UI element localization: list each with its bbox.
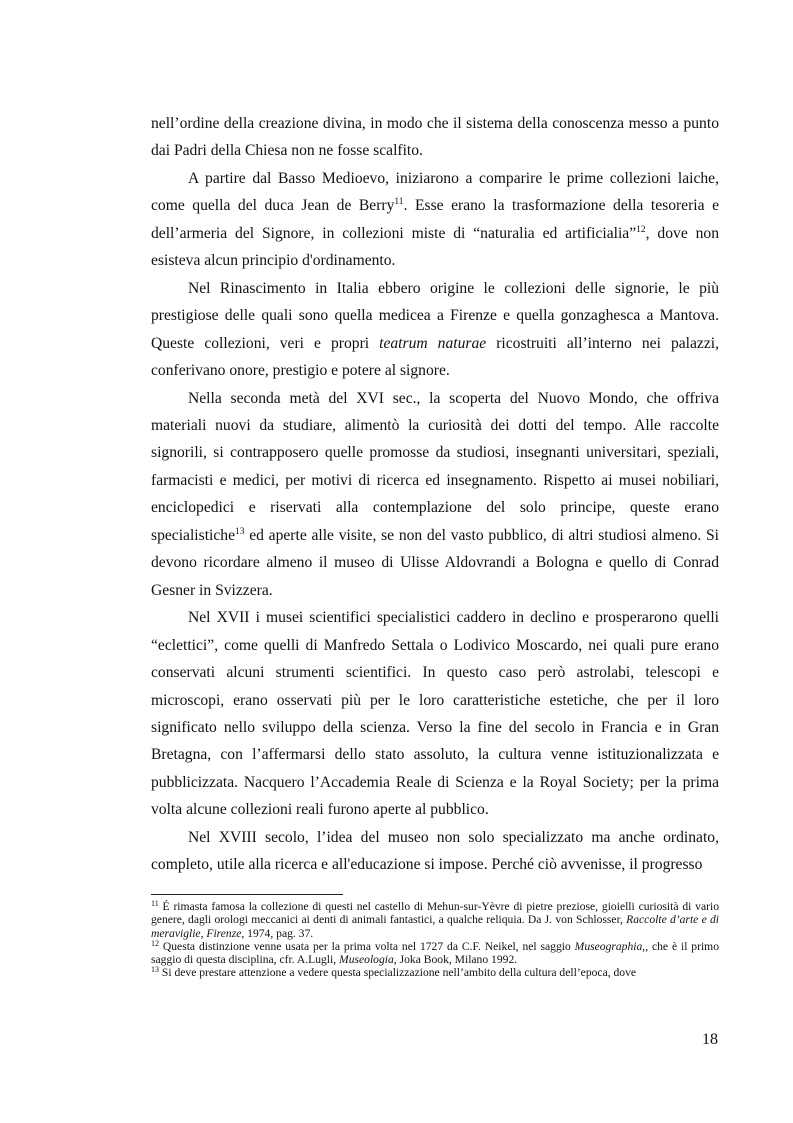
text-run: nell’ordine della creazione divina, in modo che il sistema della conoscenza messo a punto dai Padri della Chiesa non ne fosse scalfito.	[151, 115, 719, 160]
footnote-number: 11	[151, 899, 159, 908]
italic-term: teatrum naturae	[379, 334, 487, 352]
text-run: . Esse erano la trasformazione della tesoreria e dell’armeria del Signore, in collezioni miste di “naturalia ed artificialia”	[151, 197, 719, 242]
text-run: A partire dal Basso Medioevo, iniziarono a comparire le prime collezioni laiche, come quella del duca Jean de Berry	[151, 169, 719, 215]
footnote-number: 12	[151, 938, 159, 948]
paragraph	[151, 110, 719, 165]
footnote-ref: 11	[394, 197, 404, 208]
paragraph	[151, 385, 719, 605]
italic-title: Museographia,	[574, 939, 646, 953]
text-run: ed aperte alle visite, se non del vasto pubblico, di altri studiosi almeno. Si devono ricordare almeno il museo di Ulisse Aldovrandi a Bologna e quello di Conrad Gesner in Svizzera.	[151, 526, 719, 599]
text-run: Nel XVII i musei scientifici specialistici caddero in declino e prosperarono quelli “eclettici”, come quelli di Manfredo Settala o Lodivico Moscardo, nei quali pure erano conservati alcuni strumenti scientifici. In questo caso però astrolabi, telescopi e microscopi, erano osservati più per le loro caratteristiche estetiche, che per il loro significato nello sviluppo della scienza. Verso la fine del secolo in Francia e in Gran Bretagna, con l’affermarsi dello stato assoluto, la cultura venne istituzionalizzata e pubblicizzata. Nacquero l’Accademia Reale di Scienza e la Royal Society; per la prima volta alcune collezioni reali furono aperte al pubblico.	[151, 609, 719, 819]
footnotes	[151, 900, 719, 980]
paragraph	[151, 165, 719, 275]
text-run: , che è il primo saggio di questa disciplina, cfr. A.Lugli,	[151, 939, 720, 967]
text-run: Nel XVIII secolo, l’idea del museo non solo specializzato ma anche ordinato, completo, utile alla ricerca e all'educazione si impose. Perché ciò avvenisse, il progresso	[151, 828, 719, 874]
italic-title: Museologia	[339, 953, 394, 967]
footnote-separator	[151, 894, 343, 895]
text-run: 1974, pag. 37.	[244, 926, 314, 940]
footnote-ref: 13	[235, 526, 245, 537]
footnote	[151, 966, 719, 979]
text-run: , Joka Book, Milano 1992.	[393, 953, 518, 967]
paragraph	[151, 824, 719, 879]
text-run: Nel Rinascimento in Italia ebbero origine le collezioni delle signorie, le più prestigiose delle quali sono quella medicea a Firenze e quella gonzaghesca a Mantova. Queste collezioni, veri e propri	[151, 279, 719, 352]
page-number: 18	[702, 1031, 718, 1048]
paragraph	[151, 604, 719, 824]
text-run: Questa distinzione venne usata per la prima volta nel 1727 da C.F. Neikel, nel saggio	[159, 939, 575, 953]
italic-title: Raccolte d’arte e di meraviglie, Firenze,	[151, 913, 720, 940]
footnote	[151, 940, 719, 967]
paragraph	[151, 275, 719, 385]
text-run: É rimasta famosa la collezione di questi nel castello di Mehun-sur-Yèvre di pietre preziose, gioielli curiosità di vario genere, dagli orologi meccanici ai denti di animali fantastici, a qualche reliquia. Da J. von Schlosser,	[151, 900, 719, 927]
body-text	[151, 110, 719, 879]
text-run: ricostruiti all’interno nei palazzi, conferivano onore, prestigio e potere al signore.	[151, 334, 719, 380]
text-run: Nella seconda metà del XVI sec., la scoperta del Nuovo Mondo, che offriva materiali nuovi da studiare, alimentò la curiosità dei dotti del tempo. Alle raccolte signorili, si contrapposero quelle promosse da studiosi, insegnanti universitari, speziali, farmacisti e medici, per motivi di ricerca ed insegnamento. Rispetto ai musei nobiliari, enciclopedici e riservati alla contemplazione del solo principe, queste erano specialistiche	[151, 389, 719, 544]
footnote	[151, 900, 719, 940]
text-run: , dove non esisteva alcun principio d'ordinamento.	[151, 224, 719, 270]
text-run: Si deve prestare attenzione a vedere questa specializzazione nell’ambito della cultura dell’epoca, dove	[159, 966, 637, 980]
footnote-number: 13	[151, 965, 159, 975]
footnote-ref: 12	[636, 224, 646, 235]
